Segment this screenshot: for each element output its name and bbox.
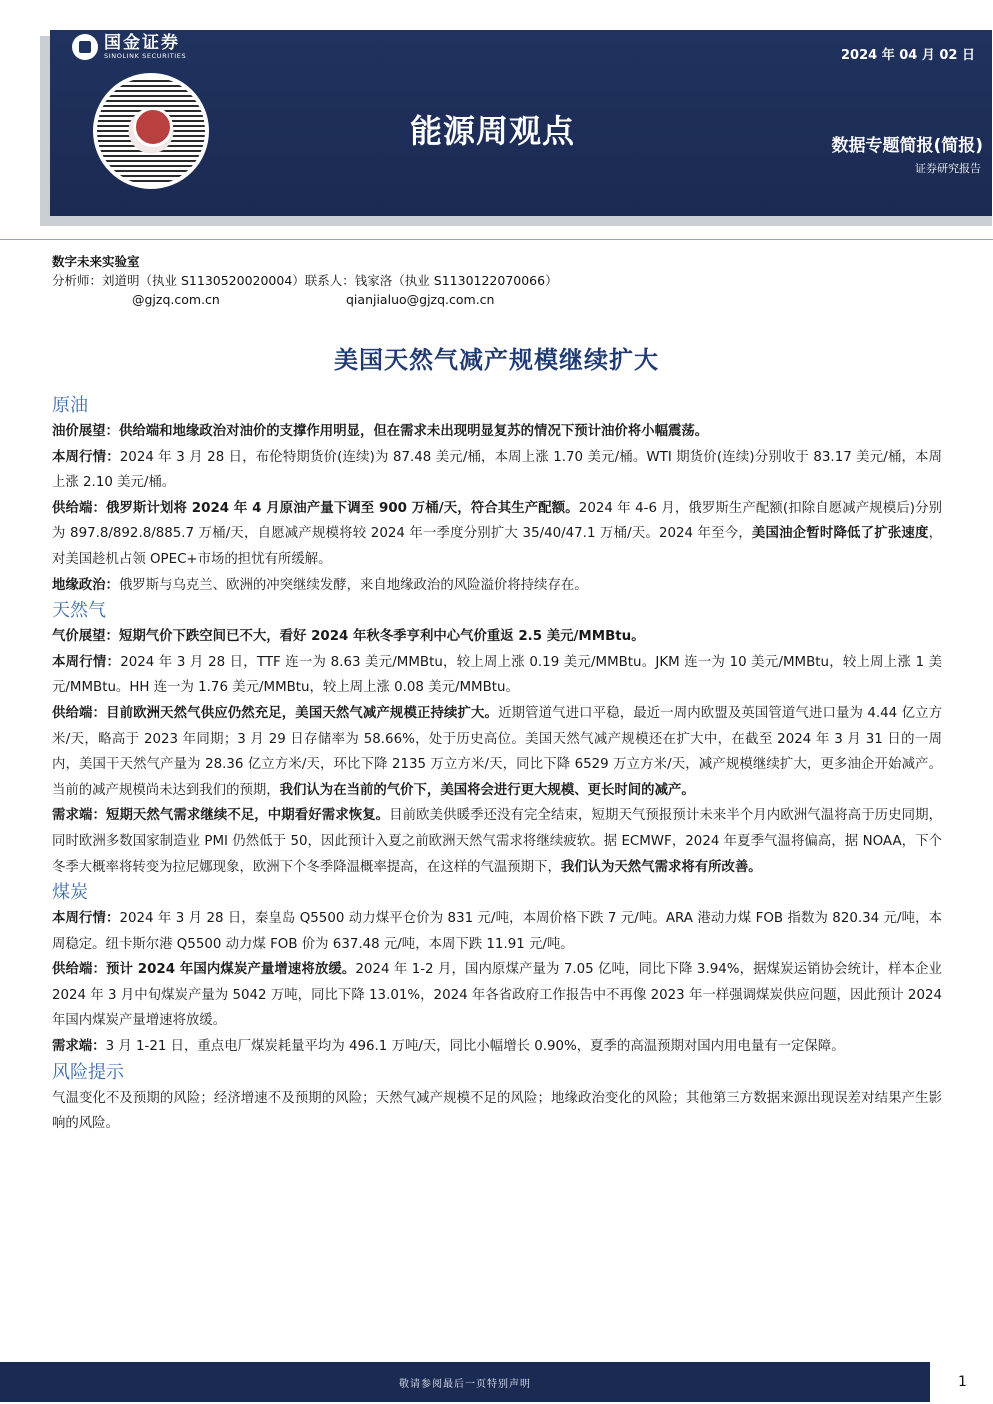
contact-email[interactable]: qianjialuo@gjzq.com.cn (346, 292, 495, 307)
report-date: 2024 年 04 月 02 日 (841, 48, 975, 63)
analyst-email[interactable]: @gjzq.com.cn (132, 292, 220, 307)
section-heading-risk: 风险提示 (52, 1061, 124, 1083)
report-title: 美国天然气减产规模继续扩大 (334, 346, 659, 374)
logo-cn: 国金证券 (104, 33, 180, 53)
gas-outlook: 气价展望：短期气价下跌空间已不大，看好 2024 年秋冬季亨利中心气价重返 2.5 美元/MMBtu。 (52, 629, 645, 645)
coal-demand: 需求端：3 月 1-21 日，重点电厂煤炭耗量平均为 496.1 万吨/天，同比小幅增长 0.90%，夏季的高温预期对国内用电量有一定保障。 (52, 1039, 845, 1055)
oil-outlook: 油价展望：供给端和地缘政治对油价的支撑作用明显，但在需求未出现明显复苏的情况下预计油价将小幅震荡。 (52, 424, 709, 439)
section-heading-oil: 原油 (52, 395, 88, 416)
qr-code-icon[interactable] (93, 73, 209, 189)
report-type: 证券研究报告 (915, 162, 981, 175)
report-body (52, 393, 942, 1137)
analyst-block (52, 252, 558, 309)
header-divider (0, 239, 993, 240)
coal-supply: 供给端：预计 2024 年国内煤炭产量增速将放缓。2024 年 1-2 月，国内原煤产量为 7.05 亿吨，同比下降 3.94%，据煤炭运销协会统计，样本企业 2024 年 3 月中旬煤炭产量为 5042 万吨，同比下降 13.01%，2024 年各省政府工作报告中不再像 2023 年一样强调煤炭供应问题，因此预计 2024 年国内煤炭产量增速将放缓。 (52, 962, 943, 1029)
report-series-title: 能源周观点 (410, 112, 576, 150)
coal-market: 本周行情：2024 年 3 月 28 日，秦皇岛 Q5500 动力煤平仓价为 831 元/吨，本周价格下跌 7 元/吨。ARA 港动力煤 FOB 指数为 820.34 元/吨，本周稳定。纽卡斯尔港 Q5500 动力煤 FOB 价为 637.48 元/吨，本周下跌 11.91 元/吨。 (52, 911, 942, 952)
oil-market: 本周行情：2024 年 3 月 28 日，布伦特期货价(连续)为 87.48 美元/桶，本周上涨 1.70 美元/桶。WTI 期货价(连续)分别收于 83.17 美元/桶，本周上涨 2.10 美元/桶。 (52, 449, 942, 491)
page-number: 1 (958, 1374, 967, 1390)
lab-name: 数字未来实验室 (52, 254, 140, 269)
oil-supply: 供给端：俄罗斯计划将 2024 年 4 月原油产量下调至 900 万桶/天，符合其生产配额。2024 年 4-6 月，俄罗斯生产配额(扣除自愿减产规模后)分别为 897.8/892.8/885.7 万桶/天，自愿减产规模将较 2024 年一季度分别扩大 35/40/47.1 万桶/天。2024 年至今，美国油企暂时降低了扩张速度，对美国趁机占领 OPEC+市场的担忧有所缓解。 (52, 500, 942, 567)
gas-market: 本周行情：2024 年 3 月 28 日，TTF 连一为 8.63 美元/MMBtu，较上周上涨 0.19 美元/MMBtu。JKM 连一为 10 美元/MMBtu，较上周上涨 1 美元/MMBtu。HH 连一为 1.76 美元/MMBtu，较上周上涨 0.08 美元/MMBtu。 (52, 654, 943, 696)
analyst-line: 分析师：刘道明（执业 S1130520020004）联系人：钱家洛（执业 S1130122070066） (52, 273, 558, 288)
logo-icon (72, 34, 98, 60)
company-logo (72, 34, 186, 60)
section-heading-coal: 煤炭 (52, 882, 88, 904)
oil-geopolitics: 地缘政治：俄罗斯与乌克兰、欧洲的冲突继续发酵，来自地缘政治的风险溢价将持续存在。 (52, 577, 588, 593)
report-subtitle: 数据专题简报(简报) (831, 136, 983, 156)
gas-demand: 需求端：短期天然气需求继续不足，中期看好需求恢复。目前欧美供暖季还没有完全结束，短期天气预报预计未来半个月内欧洲气温将高于历史同期，同时欧洲多数国家制造业 PMI 仍然低于 50，因此预计入夏之前欧洲天然气需求将继续疲软。据 ECMWF，2024 年夏季气温将偏高，据 NOAA，下个冬季大概率将转变为拉尼娜现象，欧洲下个冬季降温概率提高，在这样的气温预期下，我们认为天然气需求将有所改善。 (52, 808, 943, 875)
logo-en: SINOLINK SECURITIES (104, 52, 187, 60)
gas-supply: 供给端：目前欧洲天然气供应仍然充足，美国天然气减产规模正持续扩大。近期管道气进口平稳，最近一周内欧盟及英国管道气进口量为 4.44 亿立方米/天，略高于 2023 年同期；3 月 29 日存储率为 58.66%，处于历史高位。美国天然气减产规模还在扩大中，在截至 2024 年 3 月 31 日的一周内，美国干天然气产量为 28.36 亿立方米/天，环比下降 2135 万立方米/天，同比下降 6529 万立方米/天，减产规模继续扩大，更多油企开始减产。当前的减产规模尚未达到我们的预期，我们认为在当前的气价下，美国将会进行更大规模、更长时间的减产。 (52, 705, 943, 798)
footer-disclaimer-link[interactable]: 敬请参阅最后一页特别声明 (399, 1379, 531, 1390)
risk-text: 气温变化不及预期的风险；经济增速不及预期的风险；天然气减产规模不足的风险；地缘政治变化的风险；其他第三方数据来源出现误差对结果产生影响的风险。 (52, 1090, 942, 1132)
section-heading-gas: 天然气 (52, 600, 106, 622)
